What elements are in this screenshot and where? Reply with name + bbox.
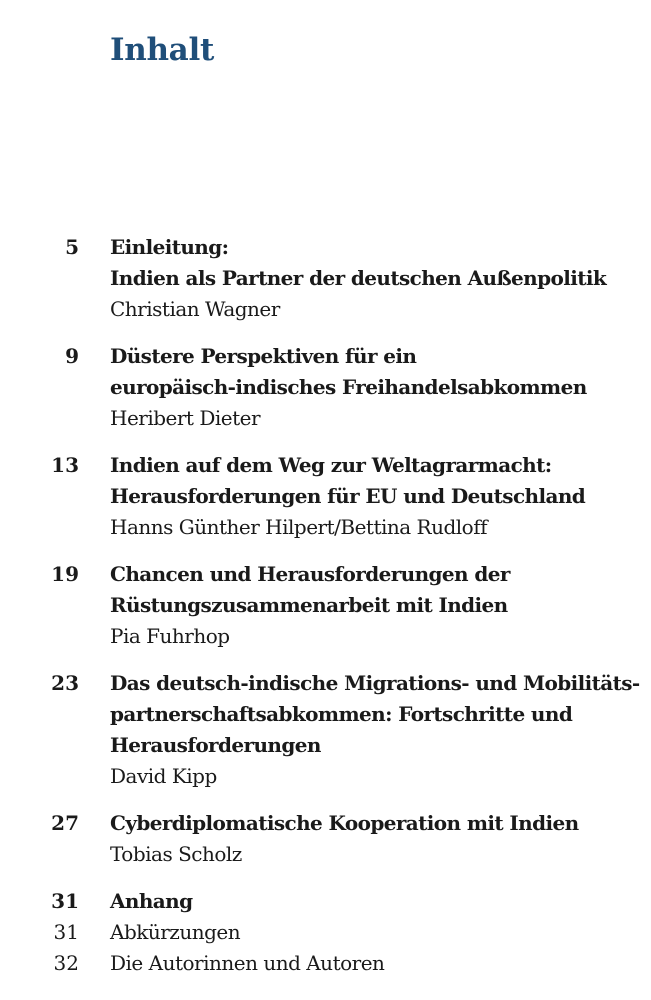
toc-page-number: 27 [51, 811, 79, 835]
toc-entry-author: Hanns Günther Hilpert/Bettina Rudloff [110, 515, 488, 539]
toc-page-number: 32 [53, 951, 79, 975]
toc-entry-title: Indien als Partner der deutschen Außenpolitik [110, 266, 607, 290]
toc-appendix-item[interactable] [0, 948, 651, 979]
toc-page-number: 5 [65, 235, 79, 259]
toc-appendix-title: Anhang [110, 889, 193, 913]
toc-entry-author: Pia Fuhrhop [110, 624, 230, 648]
toc-page-number: 19 [51, 562, 79, 586]
toc-entry[interactable] [0, 450, 651, 543]
toc-entry-title: Das deutsch-indische Migrations- und Mobilitäts- [110, 671, 640, 695]
toc-entry[interactable] [0, 341, 651, 434]
toc-entry-author: Heribert Dieter [110, 406, 261, 430]
toc-appendix[interactable] [0, 886, 651, 917]
table-of-contents [0, 232, 651, 979]
toc-entry[interactable] [0, 559, 651, 652]
toc-entry-title: Düstere Perspektiven für ein [110, 344, 417, 368]
toc-entry-title: Herausforderungen [110, 733, 321, 757]
toc-appendix-item[interactable] [0, 917, 651, 948]
toc-entry-title: Cyberdiplomatische Kooperation mit Indien [110, 811, 579, 835]
toc-entry[interactable] [0, 808, 651, 870]
toc-entry-title: Chancen und Herausforderungen der [110, 562, 510, 586]
toc-entry-title: Rüstungszusammenarbeit mit Indien [110, 593, 508, 617]
toc-entry-author: David Kipp [110, 764, 217, 788]
toc-entry-title: Einleitung: [110, 235, 229, 259]
toc-entry[interactable] [0, 668, 651, 792]
toc-page-number: 23 [51, 671, 79, 695]
toc-page-number: 31 [51, 889, 79, 913]
toc-appendix-item-label: Abkürzungen [110, 920, 241, 944]
toc-page-number: 13 [51, 453, 79, 477]
toc-entry-author: Christian Wagner [110, 297, 280, 321]
toc-appendix-item-label: Die Autorinnen und Autoren [110, 951, 385, 975]
toc-entry-title: Herausforderungen für EU und Deutschland [110, 484, 586, 508]
toc-entry-title: europäisch-indisches Freihandelsabkommen [110, 375, 587, 399]
toc-entry-title: Indien auf dem Weg zur Weltagrarmacht: [110, 453, 552, 477]
toc-page-number: 31 [53, 920, 79, 944]
toc-entry-author: Tobias Scholz [110, 842, 242, 866]
toc-entry[interactable] [0, 232, 651, 325]
page-title: Inhalt [110, 32, 214, 68]
toc-page-number: 9 [65, 344, 79, 368]
toc-entry-title: partnerschaftsabkommen: Fortschritte und [110, 702, 573, 726]
